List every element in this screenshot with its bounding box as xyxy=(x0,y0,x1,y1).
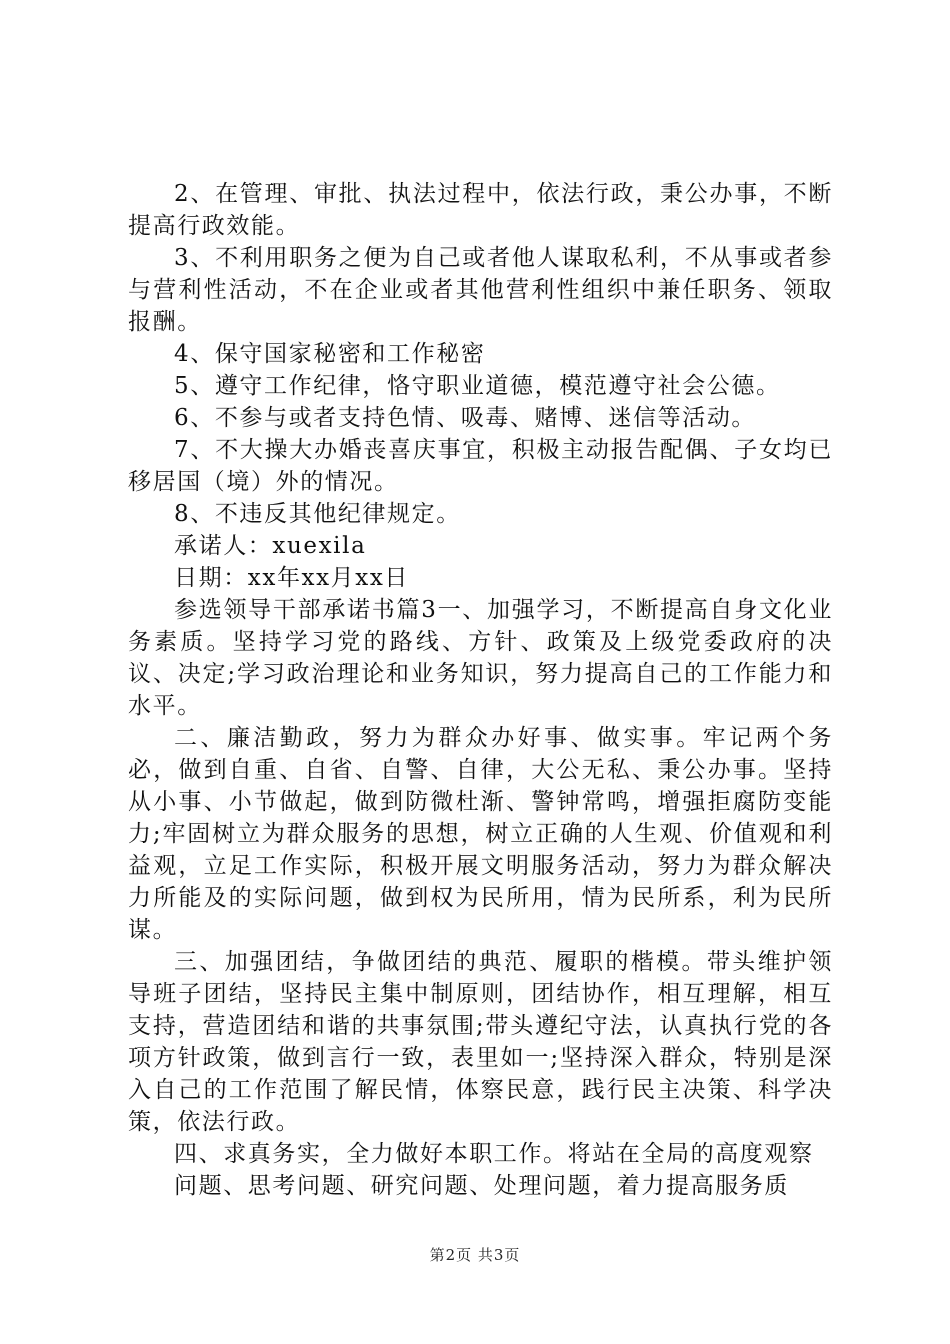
pledge-point-four: 四、求真务实，全力做好本职工作。将站在全局的高度观察 xyxy=(174,1141,814,1167)
paragraph-item-3: 3、不利用职务之便为自己或者他人谋取私利，不从事或者参与营利性活动，不在企业或者其他营利性组织中兼任职务、领取报酬。 xyxy=(128,245,833,335)
paragraph-item-2: 2、在管理、审批、执法过程中，依法行政，秉公办事，不断提高行政效能。 xyxy=(128,181,833,239)
document-body xyxy=(128,178,833,1202)
pledge-point-three: 三、加强团结，争做团结的典范、履职的楷模。带头维护领导班子团结，坚持民主集中制原则，团结协作，相互理解，相互支持，营造团结和谐的共事氛围;带头遵纪守法，认真执行党的各项方针政策，做到言行一致，表里如一;坚持深入群众，特别是深入自己的工作范围了解民情，体察民意，践行民主决策、科学决策，依法行政。 xyxy=(128,949,833,1135)
pledge-point-four-continued: 问题、思考问题、研究问题、处理问题，着力提高服务质 xyxy=(174,1173,789,1199)
pledge-section-heading-paragraph: 参选领导干部承诺书篇3一、加强学习，不断提高自身文化业务素质。坚持学习党的路线、方针、政策及上级党委政府的决议、决定;学习政治理论和业务知识，努力提高自己的工作能力和水平。 xyxy=(128,597,833,719)
paragraph-item-7: 7、不大操大办婚丧喜庆事宜，积极主动报告配偶、子女均已移居国（境）外的情况。 xyxy=(128,437,833,495)
paragraph-item-8: 8、不违反其他纪律规定。 xyxy=(174,501,461,527)
date-line: 日期：xx年xx月xx日 xyxy=(174,565,410,591)
paragraph-item-6: 6、不参与或者支持色情、吸毒、赌博、迷信等活动。 xyxy=(174,405,757,431)
paragraph-item-5: 5、遵守工作纪律，恪守职业道德，模范遵守社会公德。 xyxy=(174,373,781,399)
signatory-line: 承诺人：xuexila xyxy=(174,533,367,559)
pledge-point-two: 二、廉洁勤政，努力为群众办好事、做实事。牢记两个务必，做到自重、自省、自警、自律，大公无私、秉公办事。坚持从小事、小节做起，做到防微杜渐、警钟常鸣，增强拒腐防变能力;牢固树立为群众服务的思想，树立正确的人生观、价值观和利益观，立足工作实际，积极开展文明服务活动，努力为群众解决力所能及的实际问题，做到权为民所用，情为民所系，利为民所谋。 xyxy=(128,725,833,943)
page-footer: 第2页 共3页 xyxy=(429,1246,521,1264)
paragraph-item-4: 4、保守国家秘密和工作秘密 xyxy=(174,341,486,367)
